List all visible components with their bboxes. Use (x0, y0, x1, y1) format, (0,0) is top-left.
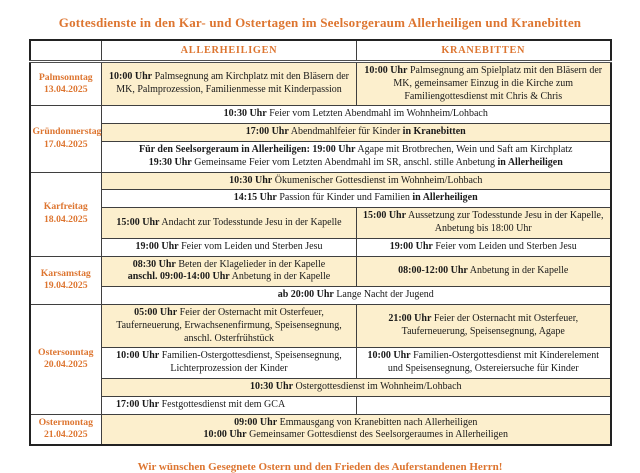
header-empty-cell (30, 40, 102, 62)
schedule-cell (102, 238, 357, 256)
schedule-cell (102, 414, 611, 445)
event-text: Beten der Klagelieder in der Kapelle (175, 258, 326, 270)
table-row (30, 172, 611, 190)
event-time: 10:30 Uhr (223, 108, 267, 120)
event-time: 19:00 Uhr (135, 240, 179, 252)
event-text: Palmsegnung am Kirchplatz mit den Bläsern der MK, Palmprozession, Familienmesse mit Kinderpassion (116, 71, 349, 96)
schedule-cell (357, 62, 611, 106)
event-text: Feier vom Letzten Abendmahl im Wohnheim/Lohbach (266, 108, 488, 120)
schedule-cell (102, 141, 611, 172)
event-time: 10:00 Uhr (116, 350, 160, 362)
day-date: 17.04.2025 (43, 138, 88, 150)
event-text: Palmsegnung am Spielplatz mit den Bläsern der MK, gemeinsamer Einzug in die Kirche zum Familiengottesdienst mit Chris & Chris (393, 65, 603, 102)
event-time: anschl. 09:00-14:00 Uhr (127, 271, 230, 283)
day-name: Ostersonntag (38, 346, 94, 358)
schedule-cell (102, 62, 357, 106)
event-line (108, 381, 604, 394)
table-row (30, 62, 611, 106)
schedule-cell (357, 208, 611, 239)
event-line (108, 71, 350, 97)
event-text: Feier der Osternacht mit Osterfeuer, Tauferneuerung, Speisensegnung, Agape (401, 313, 579, 338)
event-time: Für den Seelsorgeraum in Allerheiligen: 19:00 Uhr (139, 143, 356, 155)
event-time: 05:00 Uhr (134, 306, 178, 318)
event-time: 14:15 Uhr (233, 192, 277, 204)
event-line (108, 108, 604, 121)
day-name: Palmsonntag (38, 71, 93, 83)
table-row (30, 238, 611, 256)
event-line (108, 259, 350, 272)
schedule-cell (102, 348, 357, 379)
event-line (363, 313, 604, 339)
event-place: in Kranebitten (402, 126, 466, 138)
event-line (108, 307, 350, 345)
event-text: Feier der Osternacht mit Osterfeuer, Tauferneuerung, Erwachsenenfirmung, Speisensegnung, anschl. Osterfrühstück (116, 306, 342, 344)
event-time: 09:00 Uhr (234, 416, 278, 428)
event-text: Feier vom Leiden und Sterben Jesu (432, 240, 577, 252)
day-date: 19.04.2025 (43, 280, 88, 292)
schedule-cell-empty (357, 396, 611, 414)
event-text: Aussetzung zur Todesstunde Jesu in der Kapelle, Anbetung bis 18:00 Uhr (406, 210, 604, 234)
schedule-cell (102, 190, 611, 208)
event-time: ab 20:00 Uhr (277, 289, 334, 301)
schedule-cell (102, 304, 357, 347)
day-name: Gründonnerstag (32, 126, 102, 138)
table-row (30, 256, 611, 287)
event-line (363, 65, 604, 103)
event-line (108, 217, 350, 230)
schedule-cell (102, 378, 611, 396)
event-time: 08:00-12:00 Uhr (398, 264, 468, 276)
day-date: 18.04.2025 (43, 214, 88, 226)
event-time: 08:30 Uhr (132, 258, 176, 270)
event-time: 10:30 Uhr (249, 380, 294, 392)
event-time: 10:30 Uhr (229, 174, 273, 186)
event-text: Gemeinsame Feier vom Letzten Abendmahl im SR, anschl. stille Anbetung (191, 156, 498, 168)
event-text: Familien-Ostergottesdienst mit Kinderelement und Speisensegnung, Ostereiersuche für Kinder (387, 350, 599, 375)
schedule-cell (102, 396, 357, 414)
schedule-cell (357, 256, 611, 287)
table-row (30, 378, 611, 396)
table-row (30, 141, 611, 172)
event-time: 10:00 Uhr (109, 71, 153, 83)
event-line (108, 271, 350, 284)
event-line (116, 399, 350, 412)
schedule-cell (102, 106, 611, 124)
date-cell (30, 106, 102, 172)
event-text: Festgottesdienst mit dem GCA (159, 398, 286, 410)
event-time: 10:00 Uhr (203, 429, 247, 441)
day-date: 13.04.2025 (43, 84, 88, 96)
event-time: 17:00 Uhr (116, 398, 160, 410)
header-row (30, 40, 611, 62)
table-row (30, 304, 611, 347)
table-row (30, 396, 611, 414)
event-text: Emmausgang von Kranebitten nach Allerheiligen (277, 416, 478, 428)
schedule-cell (102, 208, 357, 239)
event-text: Andacht zur Todesstunde Jesu in der Kapelle (159, 216, 342, 228)
date-cell (30, 172, 102, 256)
event-line (363, 265, 604, 278)
event-time: 19:00 Uhr (389, 240, 433, 252)
event-time: 10:00 Uhr (367, 350, 411, 362)
event-line (108, 192, 604, 205)
schedule-cell (357, 304, 611, 347)
table-row (30, 208, 611, 239)
event-time: 17:00 Uhr (245, 126, 289, 138)
day-date: 21.04.2025 (43, 429, 88, 441)
table-row (30, 124, 611, 142)
event-line (108, 289, 604, 302)
schedule-cell (102, 124, 611, 142)
event-line (108, 144, 604, 157)
event-text: Anbetung in der Kapelle (467, 264, 569, 276)
event-text: Abendmahlfeier für Kinder (288, 126, 403, 138)
schedule-cell (102, 256, 357, 287)
event-text: Gemeinsamer Gottesdienst des Seelsorgeraumes in Allerheiligen (246, 429, 508, 441)
table-row (30, 106, 611, 124)
schedule-cell (357, 238, 611, 256)
event-line (108, 417, 604, 430)
event-line (363, 241, 604, 254)
date-cell (30, 62, 102, 106)
event-line (108, 429, 604, 442)
day-name: Ostermontag (38, 416, 93, 428)
schedule-table (29, 39, 612, 446)
event-time: 15:00 Uhr (116, 216, 160, 228)
event-place: in Allerheiligen (497, 156, 563, 168)
schedule-cell (102, 287, 611, 305)
event-line (363, 210, 604, 236)
event-text: Anbetung in der Kapelle (229, 271, 331, 283)
schedule-cell (357, 348, 611, 379)
event-text: Feier vom Leiden und Sterben Jesu (178, 240, 323, 252)
event-place: in Allerheiligen (412, 192, 478, 204)
date-cell (30, 256, 102, 304)
table-row (30, 287, 611, 305)
footer-greeting: Wir wünschen Gesegnete Ostern und den Frieden des Auferstandenen Herrn! (137, 461, 503, 473)
event-time: 15:00 Uhr (363, 210, 407, 222)
column-header-allerheiligen: ALLERHEILIGEN (102, 40, 357, 62)
column-header-kranebitten: KRANEBITTEN (357, 40, 611, 62)
day-name: Karfreitag (43, 201, 88, 213)
schedule-cell (102, 172, 611, 190)
day-name: Karsamstag (40, 267, 91, 279)
event-time: 21:00 Uhr (388, 313, 432, 325)
event-time: 10:00 Uhr (364, 65, 408, 76)
table-row (30, 190, 611, 208)
event-line (108, 175, 604, 188)
event-line (108, 126, 604, 139)
table-row (30, 414, 611, 445)
event-text: Ökumenischer Gottesdienst im Wohnheim/Lohbach (272, 174, 483, 186)
day-date: 20.04.2025 (43, 359, 88, 371)
event-text: Familien-Ostergottesdienst, Speisensegnung, Lichterprozession der Kinder (159, 350, 342, 375)
event-text: Ostergottesdienst im Wohnheim/Lohbach (293, 380, 462, 392)
event-line (108, 157, 604, 170)
event-text: Agape mit Brotbrechen, Wein und Saft am Kirchplatz (355, 143, 573, 155)
event-text: Passion für Kinder und Familien (276, 192, 413, 204)
date-cell (30, 304, 102, 414)
event-text: Lange Nacht der Jugend (333, 289, 434, 301)
table-row (30, 348, 611, 379)
date-cell (30, 414, 102, 445)
event-time: 19:30 Uhr (148, 156, 192, 168)
page-title: Gottesdienste in den Kar- und Ostertagen im Seelsorgeraum Allerheiligen und Kranebitten (58, 15, 582, 30)
event-line (108, 350, 350, 376)
event-line (363, 350, 604, 376)
event-line (108, 241, 350, 254)
